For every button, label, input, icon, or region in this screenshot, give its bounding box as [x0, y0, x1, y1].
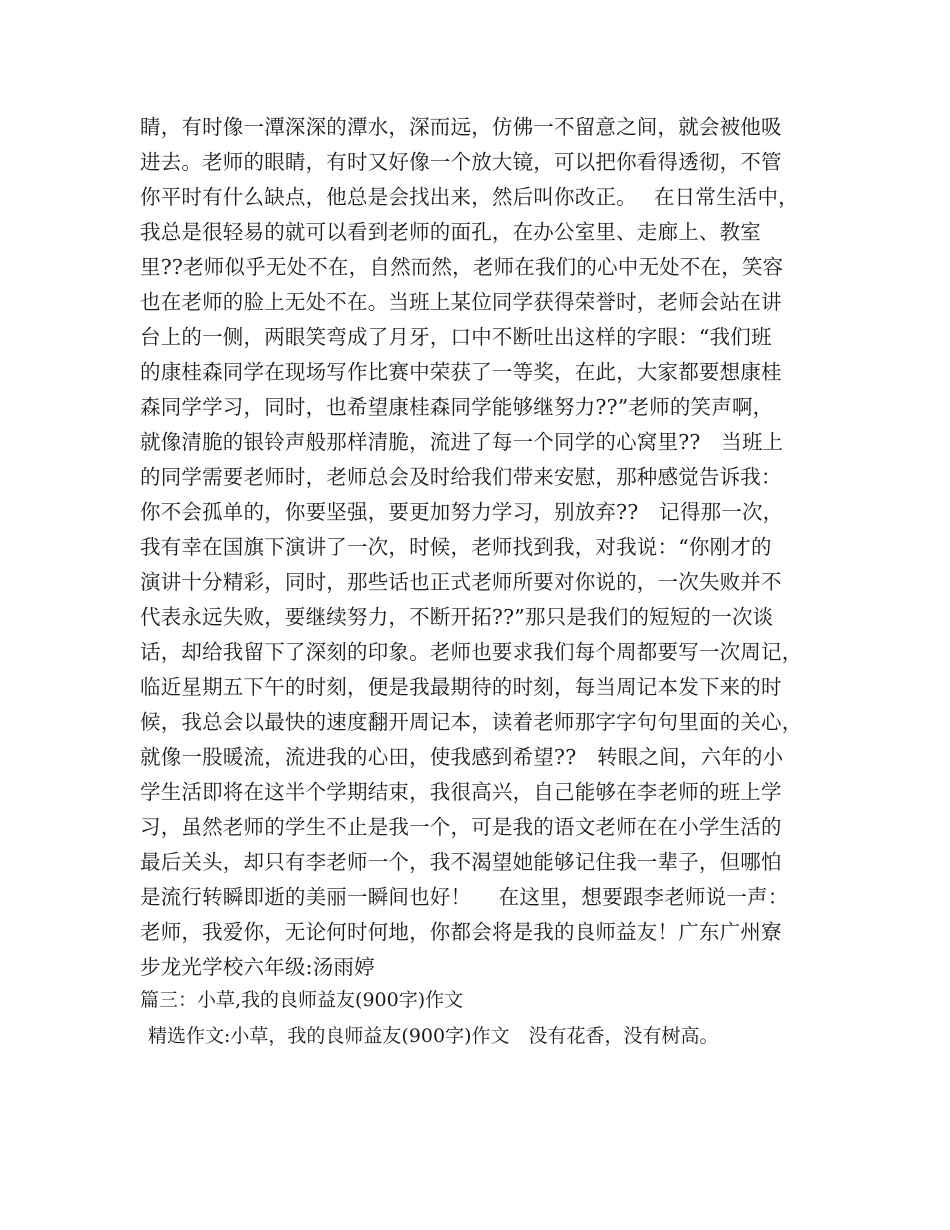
body-line: 的康桂森同学在现场写作比赛中荣获了一等奖，在此，大家都要想康桂	[140, 360, 782, 384]
body-line: 森同学学习，同时，也希望康桂森同学能够继努力??”老师的笑声啊，	[140, 395, 774, 419]
body-line: 你不会孤单的，你要坚强，要更加努力学习，别放弃?? 记得那一次，	[140, 500, 784, 524]
body-line: 老师，我爱你，无论何时何地，你都会将是我的良师益友！广东广州寮	[140, 920, 782, 944]
section-intro: 精选作文:小草，我的良师益友(900字)作文 没有花香，没有树高。	[148, 1025, 719, 1047]
body-line: 台上的一侧，两眼笑弯成了月牙，口中不断吐出这样的字眼：“我们班	[140, 325, 772, 349]
body-line: 的同学需要老师时，老师总会及时给我们带来安慰，那种感觉告诉我：	[140, 465, 782, 489]
body-line: 候，我总会以最快的速度翻开周记本，读着老师那字字句句里面的关心，	[140, 710, 803, 734]
body-line: 演讲十分精彩，同时，那些话也正式老师所要对你说的，一次失败并不	[140, 570, 782, 594]
body-line: 里??老师似乎无处不在，自然而然，老师在我们的心中无处不在，笑容	[140, 255, 784, 279]
body-line: 我有幸在国旗下演讲了一次，时候，老师找到我，对我说：“你刚才的	[140, 535, 772, 559]
body-line: 学生活即将在这半个学期结束，我很高兴，自己能够在李老师的班上学	[140, 780, 782, 804]
body-line: 我总是很轻易的就可以看到老师的面孔，在办公室里、走廊上、教室	[140, 220, 761, 244]
body-line: 习，虽然老师的学生不止是我一个，可是我的语文老师在在小学生活的	[140, 815, 782, 839]
body-line: 代表永远失败，要继续努力，不断开拓??”那只是我们的短短的一次谈	[140, 605, 774, 629]
body-line: 进去。老师的眼睛，有时又好像一个放大镜，可以把你看得透彻，不管	[140, 150, 782, 174]
body-line: 就像清脆的银铃声般那样清脆，流进了每一个同学的心窝里?? 当班上	[140, 430, 784, 454]
body-line: 就像一股暖流，流进我的心田，使我感到希望?? 转眼之间，六年的小	[140, 745, 784, 769]
body-line: 你平时有什么缺点，他总是会找出来，然后叫你改正。 在日常生活中，	[140, 185, 799, 209]
body-line: 睛，有时像一潭深深的潭水，深而远，仿佛一不留意之间，就会被他吸	[140, 115, 782, 139]
body-line: 也在老师的脸上无处不在。当班上某位同学获得荣誉时，老师会站在讲	[140, 290, 782, 314]
section-heading: 篇三：小草,我的良师益友(900字)作文	[140, 989, 464, 1011]
body-line: 话，却给我留下了深刻的印象。老师也要求我们每个周都要写一次周记，	[140, 640, 803, 664]
body-line: 是流行转瞬即逝的美丽一瞬间也好！ 在这里，想要跟李老师说一声：	[140, 885, 789, 909]
body-line: 步龙光学校六年级:汤雨婷	[140, 955, 375, 979]
body-line: 临近星期五下午的时刻，便是我最期待的时刻，每当周记本发下来的时	[140, 675, 782, 699]
body-line: 最后关头，却只有李老师一个，我不渴望她能够记住我一辈子，但哪怕	[140, 850, 782, 874]
